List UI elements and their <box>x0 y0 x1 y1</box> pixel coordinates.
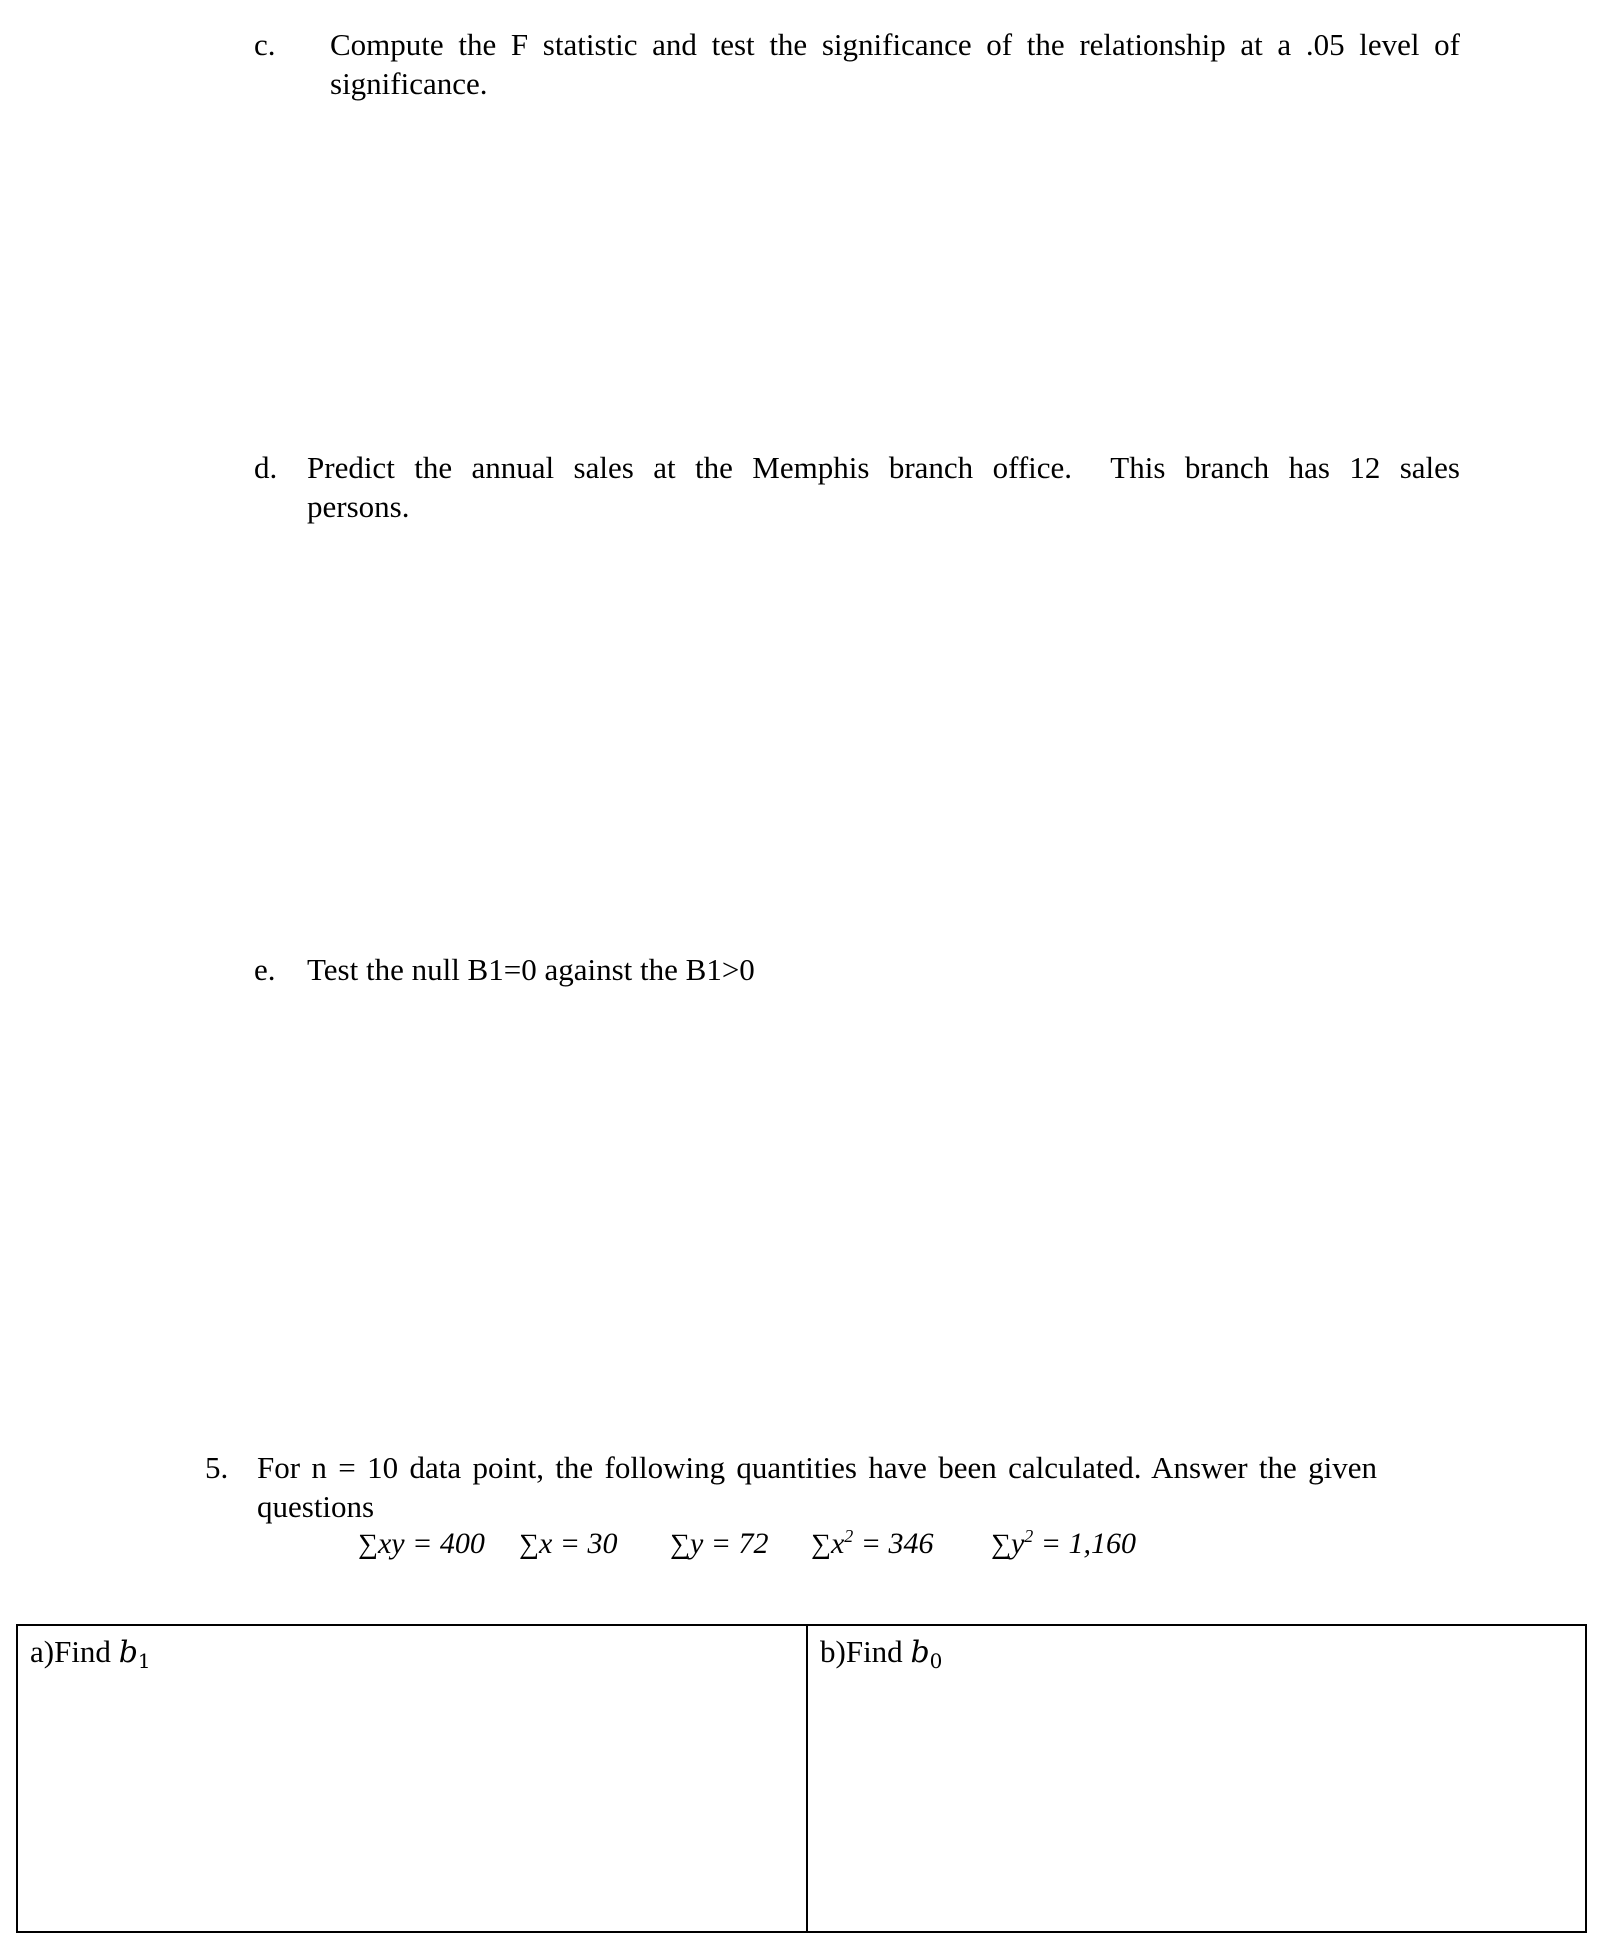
question-5-line-2: questions <box>257 1489 375 1524</box>
question-5-label: 5. <box>205 1450 229 1485</box>
sum-x <box>519 1524 618 1565</box>
answer-table <box>16 1624 1587 1933</box>
sum-y-squared <box>991 1524 1136 1565</box>
sum-x-squared <box>811 1524 934 1565</box>
sum-y2-exp: 2 <box>1024 1526 1034 1546</box>
answer-cell-b[interactable] <box>808 1626 1585 1931</box>
question-5-text <box>257 1448 1377 1526</box>
question-5-line-1: For n = 10 data point, the following quantities have been calculated. Answer the given <box>257 1450 1377 1485</box>
question-d-line-1: Predict the annual sales at the Memphis branch office. This branch has 12 sales <box>307 450 1460 485</box>
answer-a-prefix: a)Find <box>30 1634 119 1669</box>
sum-x-sigma: ∑ <box>519 1529 539 1560</box>
sum-y2-rest: = 1,160 <box>1033 1527 1137 1560</box>
answer-b-sub: 0 <box>929 1649 943 1673</box>
sum-y-sigma: ∑ <box>670 1529 690 1560</box>
answer-b-prefix: b)Find <box>820 1634 911 1669</box>
question-c-label: c. <box>254 27 276 62</box>
sum-x2-sigma: ∑ <box>811 1529 831 1560</box>
answer-cell-a-label <box>30 1632 151 1672</box>
sum-x2-rest: = 346 <box>853 1527 934 1560</box>
summation-quantities <box>0 1524 1601 1564</box>
answer-cell-b-label <box>820 1632 942 1672</box>
question-c-line-2: significance. <box>330 66 488 101</box>
sum-x2-exp: 2 <box>844 1526 854 1546</box>
question-d-text <box>307 448 1460 526</box>
sum-y2-var: y <box>1010 1527 1025 1560</box>
question-c-text <box>330 25 1460 103</box>
sum-y <box>670 1524 769 1565</box>
question-e-line-1: Test the null B1=0 against the B1>0 <box>307 952 755 987</box>
question-e-text <box>307 950 1460 989</box>
question-e-label: e. <box>254 952 276 987</box>
sum-xy-expr: xy = 400 <box>377 1527 485 1560</box>
sum-y-expr: y = 72 <box>689 1527 769 1560</box>
sum-x-expr: x = 30 <box>538 1527 618 1560</box>
question-d-label: d. <box>254 450 278 485</box>
answer-cell-a[interactable] <box>18 1626 808 1931</box>
answer-a-sub: 1 <box>137 1649 151 1673</box>
sum-y2-sigma: ∑ <box>991 1529 1011 1560</box>
answer-b-var: b <box>910 1635 930 1670</box>
question-c-line-1: Compute the F statistic and test the significance of the relationship at a .05 level of <box>330 27 1460 62</box>
question-d-line-2: persons. <box>307 489 410 524</box>
answer-a-var: b <box>118 1635 138 1670</box>
sum-x2-var: x <box>830 1527 845 1560</box>
sum-xy-sigma: ∑ <box>358 1529 378 1560</box>
sum-xy <box>358 1524 485 1565</box>
